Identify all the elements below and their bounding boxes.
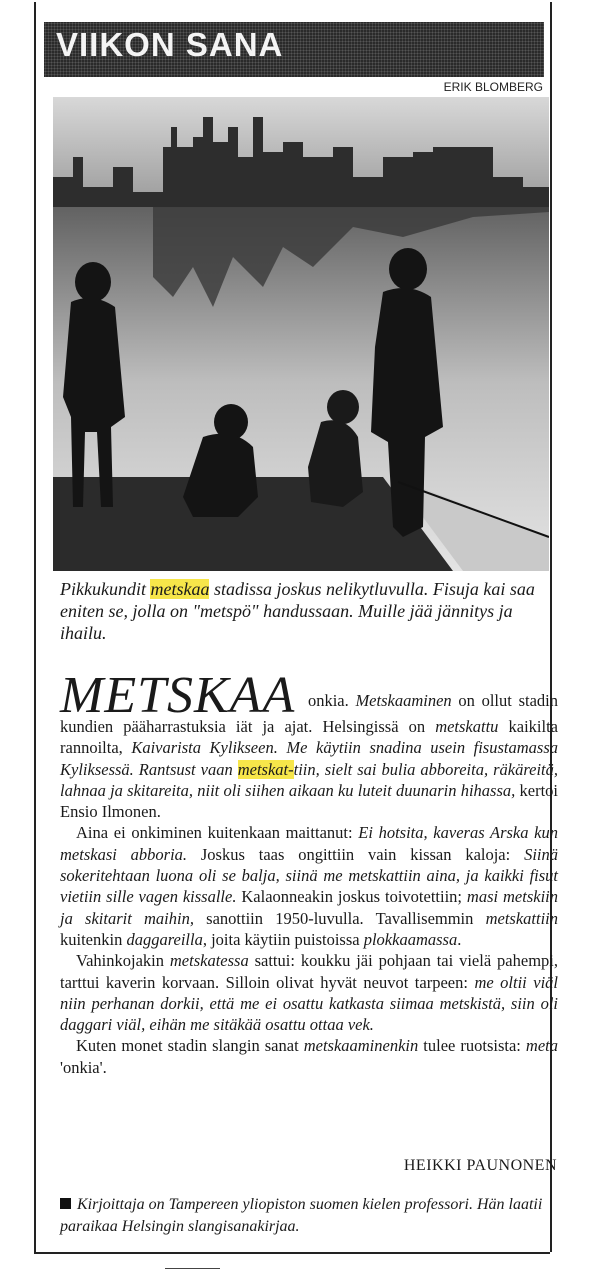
text: Vahinkojakin	[76, 951, 170, 971]
text: onkia.	[307, 691, 356, 710]
harbor-photo-icon	[53, 97, 549, 571]
text: .	[457, 929, 462, 949]
text: sattui: koukku jäi pohjaan tai vielä pahempi, tarttui kaverin korvaan. Silloin olivat hyvät neuvot tarpeen:	[60, 951, 558, 992]
headword: METSKAA	[60, 667, 296, 724]
italic-text: me oltii viäl niin perhanan dorkii, että me ei osattu katkasta siimaa metskistä, siin oli daggari viäl, eihän me sitäkää osattu ottaa vek.	[60, 972, 559, 1035]
article-paragraph-3	[60, 950, 558, 1035]
italic-text: metskatessa	[169, 951, 249, 971]
text: Joskus taas ongittiin vain kissan kaloja:	[187, 844, 525, 864]
italic-text: metskattiin	[485, 908, 559, 928]
article-signature: HEIKKI PAUNONEN	[403, 1157, 557, 1174]
column-title: VIIKON SANA	[56, 26, 284, 63]
text: 'onkia'.	[60, 1057, 107, 1077]
text: Kuten monet stadin slangin sanat	[76, 1036, 304, 1056]
italic-text: Kaivarista Kylikseen. Me käytiin snadina usein fisustamassa Kyliksessä. Rantsust vaan	[60, 738, 558, 779]
article-body	[60, 667, 559, 1078]
italic-text: metskattu	[435, 717, 499, 736]
caption-text-end: stadissa joskus nelikytluvulla. Fisuja kai saa eniten se, jolla on "metspö" handussaan. Muille jää jännitys ja ihailu.	[60, 579, 535, 643]
italic-text: plokkaamassa	[363, 929, 458, 949]
author-note-text: Kirjoittaja on Tampereen yliopiston suomen kielen professori. Hän laatii paraikaa Helsingin slangisanakirjaa.	[60, 1196, 543, 1235]
text: Kalaonneakin joskus toivotettiin;	[236, 887, 467, 907]
bullet-square-icon	[60, 1198, 71, 1209]
italic-text: metskaaminenkin	[303, 1036, 419, 1056]
text: kuitenkin	[60, 929, 127, 949]
bottom-tick	[165, 1268, 220, 1269]
text: tulee ruotsista:	[418, 1036, 526, 1056]
caption-text: Pikkukundit	[60, 579, 151, 599]
italic-text: Ei hotsita, kaveras Arska kun metskasi abboria.	[60, 823, 558, 864]
highlighted-word: metskat-	[237, 759, 294, 779]
author-note	[60, 1194, 560, 1238]
column-author: ERIK BLOMBERG	[443, 80, 543, 94]
article-paragraph-4	[60, 1035, 558, 1078]
caption-highlight: metskaa	[150, 579, 210, 599]
italic-text: Siinä sokeritehtaan luona oli se balja, siinä me metskattiin aina, ja kaikki fisut vietiin sille vagen kissalle.	[60, 844, 558, 907]
italic-text: tiin, sielt sai bulia abboreita, räkäreitä, lahnaa ja skitareita, niit oli siihen aikaan ku luteit duunarin hihassa,	[60, 759, 558, 800]
text: on ollut stadin kundien pääharrastuksia iät ja ajat. Helsingissä on	[60, 691, 558, 736]
italic-text: meta	[525, 1036, 558, 1056]
text: kertoi Ensio Ilmonen.	[60, 780, 558, 822]
article-paragraph-2	[60, 822, 558, 950]
photo-caption	[60, 578, 560, 644]
text: , joita käytiin puistoissa	[202, 929, 364, 949]
article-paragraph-1	[60, 667, 558, 822]
text: sanottiin 1950-luvulla. Tavallisemmin	[193, 908, 486, 928]
italic-text: daggareilla	[126, 929, 203, 949]
text: kaikilta rannoilta,	[60, 717, 558, 758]
text: Aina ei onkiminen kuitenkaan maittanut:	[76, 823, 359, 843]
italic-text: Metskaaminen	[355, 691, 452, 710]
italic-text: masi metskiin ja skitarit maihin,	[60, 887, 558, 928]
bottom-rule	[34, 1252, 550, 1254]
